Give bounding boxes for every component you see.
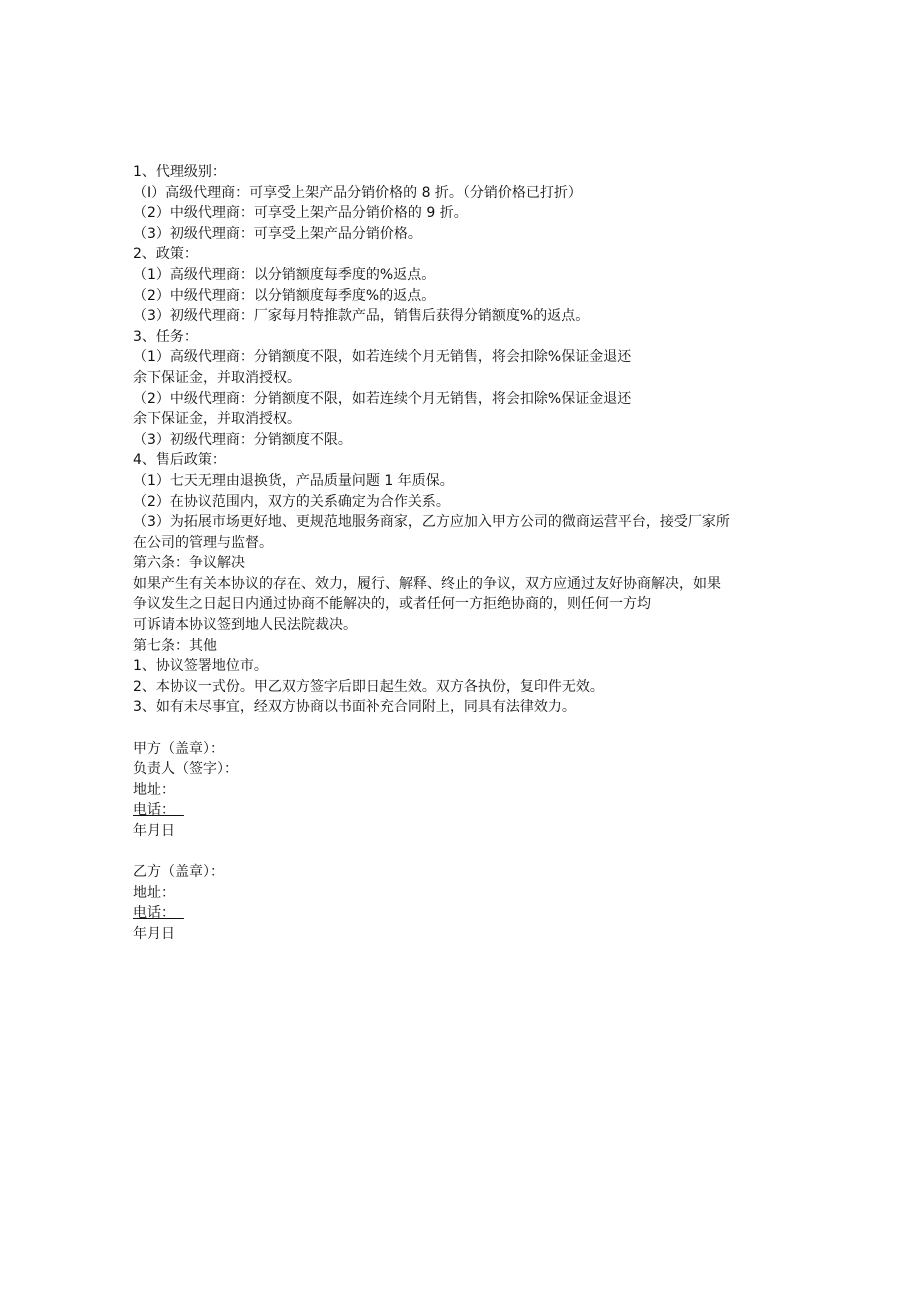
document-page: [133, 162, 793, 945]
section-heading: 第六条：争议解决: [133, 555, 245, 572]
party-a-address-label: 地址：: [133, 781, 175, 798]
clause-line: 余下保证金，并取消授权。: [133, 369, 301, 386]
party-a-phone-blank: [175, 802, 184, 818]
clause-line: 余下保证金，并取消授权。: [133, 411, 301, 428]
clause-line: 争议发生之日起日内通过协商不能解决的，或者任何一方拒绝协商的，则任何一方均: [133, 596, 651, 613]
agreement-clauses: [133, 162, 793, 718]
clause-line: 在公司的管理与监督。: [133, 534, 273, 551]
party-a-seal-label: 甲方（盖章）：: [133, 740, 224, 757]
spacer: [133, 842, 793, 863]
clause-line: （2）中级代理商：可享受上架产品分销价格的 9 折。: [133, 205, 468, 222]
clause-line: 3、如有未尽事宜，经双方协商以书面补充合同附上，同具有法律效力。: [133, 699, 576, 716]
party-a-date-label: 年月日: [133, 823, 175, 839]
clause-line: 可诉请本协议签到地人民法院裁决。: [133, 617, 357, 634]
party-a-phone-label: 电话：: [133, 802, 175, 819]
clause-line: 如果产生有关本协议的存在、效力，履行、解释、终止的争议，双方应通过友好协商解决，如果: [133, 575, 721, 592]
clause-line: （1）高级代理商：分销额度不限，如若连续个月无销售，将会扣除%保证金退还: [133, 349, 632, 366]
party-b-seal-label: 乙方（盖章）：: [133, 864, 224, 881]
party-b-phone-blank: [175, 905, 184, 921]
clause-line: （3）初级代理商：厂家每月特推款产品，销售后获得分销额度%的返点。: [133, 308, 590, 325]
party-b-phone-row: [133, 903, 793, 924]
clause-line: 1、代理级别：: [133, 164, 226, 180]
party-a-signer-label: 负责人（签字）：: [133, 761, 238, 778]
clause-line: 2、本协议一式份。甲乙双方签字后即日起生效。双方各执份，复印件无效。: [133, 678, 604, 695]
clause-line: （2）在协议范围内，双方的关系确定为合作关系。: [133, 493, 450, 510]
party-b-date-label: 年月日: [133, 925, 175, 942]
clause-line: （3）初级代理商：可享受上架产品分销价格。: [133, 225, 422, 242]
clause-line: 4、售后政策：: [133, 452, 226, 469]
clause-line: （1）七天无理由退换货，产品质量问题 1 年质保。: [133, 472, 454, 489]
clause-line: 1、协议签署地位市。: [133, 658, 268, 675]
clause-line: 2、政策：: [133, 246, 198, 263]
clause-line: （3）初级代理商：分销额度不限。: [133, 431, 352, 448]
party-b-signature-block: [133, 862, 793, 944]
party-b-phone-label: 电话：: [133, 905, 175, 922]
clause-line: （2）中级代理商：以分销额度每季度%的返点。: [133, 287, 436, 304]
spacer: [133, 718, 793, 739]
clause-line: （2）中级代理商：分销额度不限，如若连续个月无销售，将会扣除%保证金退还: [133, 390, 632, 407]
party-a-phone-row: [133, 800, 793, 821]
clause-line: 3、任务：: [133, 328, 198, 345]
clause-line: （1）高级代理商：以分销额度每季度的%返点。: [133, 266, 436, 283]
party-b-address-label: 地址：: [133, 884, 175, 901]
clause-line: （I）高级代理商：可享受上架产品分销价格的 8 折。（分销价格已打折）: [133, 184, 582, 201]
clause-line: （3）为拓展市场更好地、更规范地服务商家，乙方应加入甲方公司的微商运营平台，接受厂家所: [133, 514, 730, 531]
party-a-signature-block: [133, 739, 793, 842]
section-heading: 第七条：其他: [133, 637, 217, 654]
